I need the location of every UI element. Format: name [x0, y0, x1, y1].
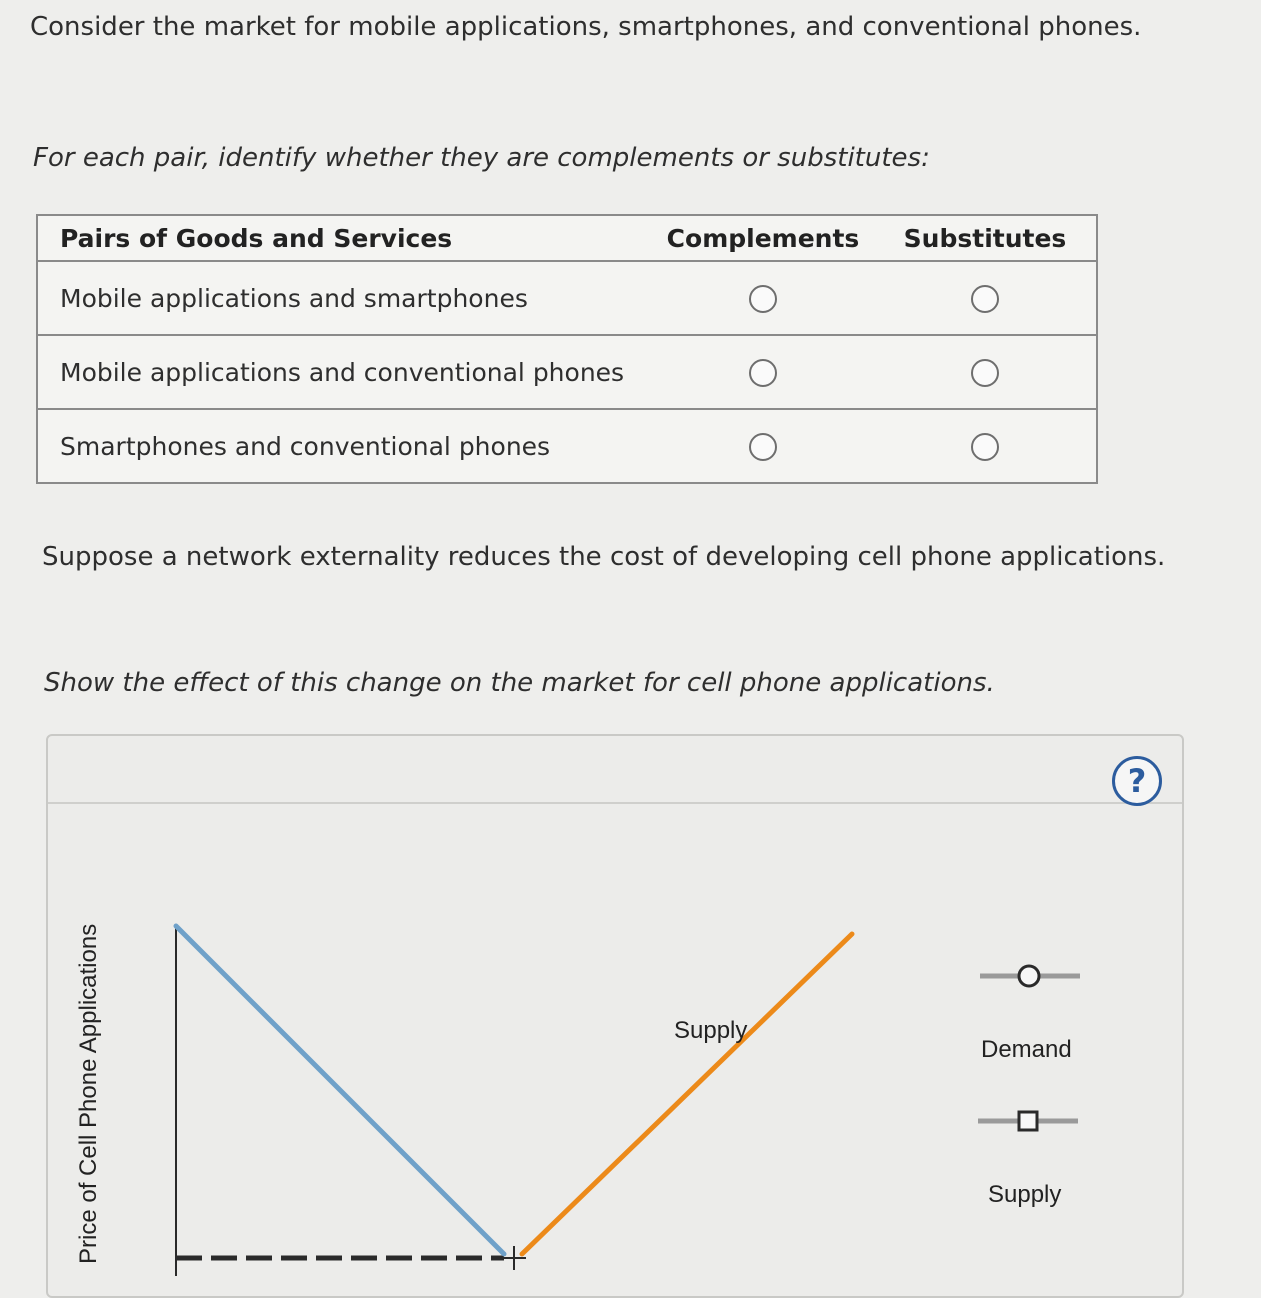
header-complements: Complements — [652, 215, 874, 261]
task-text: Show the effect of this change on the market for cell phone applications. — [44, 668, 995, 698]
table-row — [37, 335, 1097, 409]
equilibrium-point[interactable] — [502, 1246, 526, 1270]
substitutes-radio-row-2[interactable] — [971, 359, 999, 387]
pair-label: Mobile applications and smartphones — [37, 261, 652, 335]
demand-tool-label: Demand — [981, 1036, 1072, 1063]
header-pairs: Pairs of Goods and Services — [37, 215, 652, 261]
substitutes-radio-row-3[interactable] — [971, 433, 999, 461]
pairs-table — [36, 214, 1098, 484]
scenario-text: Suppose a network externality reduces the cost of developing cell phone applications. — [42, 542, 1166, 572]
pair-label: Smartphones and conventional phones — [37, 409, 652, 483]
complements-radio-row-3[interactable] — [749, 433, 777, 461]
intro-text: Consider the market for mobile applications, smartphones, and conventional phones. — [30, 12, 1142, 42]
graph-canvas[interactable] — [48, 736, 1182, 1296]
demand-curve[interactable] — [176, 926, 504, 1254]
supply-curve-label: Supply — [674, 1017, 748, 1044]
supply-tool[interactable] — [978, 1112, 1078, 1130]
header-substitutes: Substitutes — [874, 215, 1097, 261]
table-row — [37, 261, 1097, 335]
supply-curve[interactable] — [522, 934, 852, 1254]
demand-tool-handle-icon — [1019, 966, 1039, 986]
demand-tool[interactable] — [980, 966, 1080, 986]
graph-panel — [46, 734, 1184, 1298]
complements-radio-row-2[interactable] — [749, 359, 777, 387]
pair-label: Mobile applications and conventional phones — [37, 335, 652, 409]
supply-tool-label: Supply — [988, 1181, 1062, 1208]
supply-tool-handle-icon — [1019, 1112, 1037, 1130]
table-header-row — [37, 215, 1097, 261]
substitutes-radio-row-1[interactable] — [971, 285, 999, 313]
help-button[interactable]: ? — [1112, 756, 1162, 806]
table-row — [37, 409, 1097, 483]
y-axis-label: Price of Cell Phone Applications — [75, 923, 102, 1264]
complements-radio-row-1[interactable] — [749, 285, 777, 313]
instruction-text: For each pair, identify whether they are complements or substitutes: — [33, 143, 930, 173]
